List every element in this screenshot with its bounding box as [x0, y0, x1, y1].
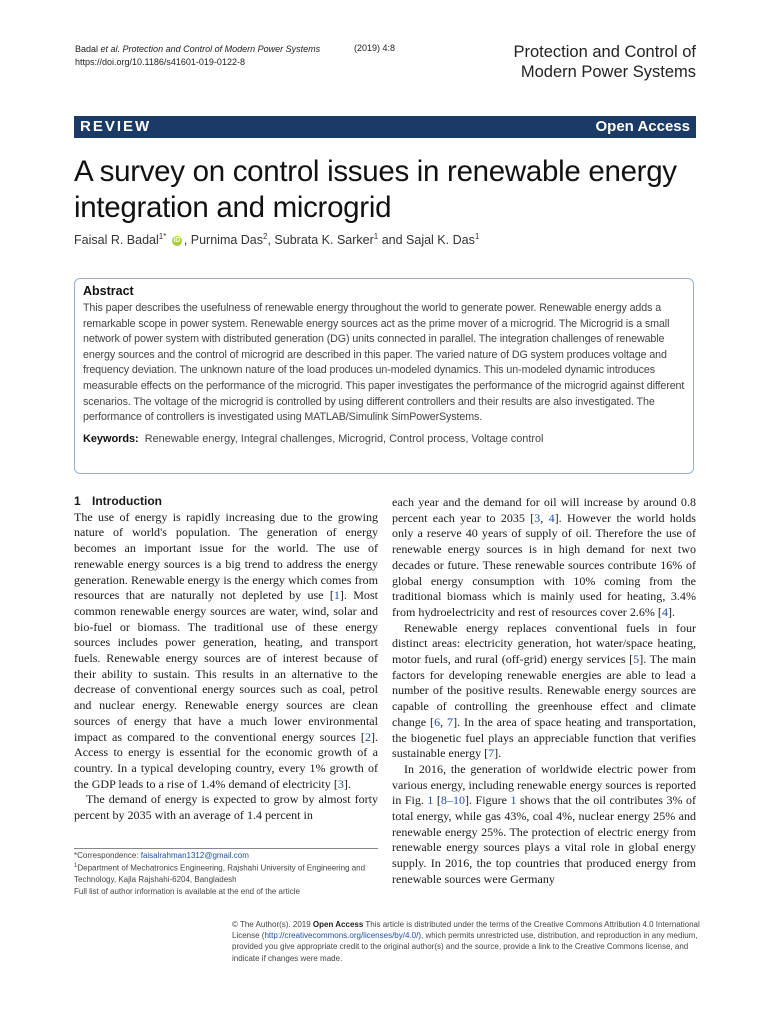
author-list — [74, 232, 479, 247]
author-info-note: Full list of author information is available at the end of the article — [74, 886, 300, 896]
section-number: 1 — [74, 494, 81, 508]
doi-link[interactable]: https://doi.org/10.1186/s41601-019-0122-8 — [75, 57, 245, 67]
correspondence: *Correspondence: faisalrahman1312@gmail.com — [74, 851, 249, 860]
abstract-text: This paper describes the usefulness of renewable energy throughout the world to generate power. Renewable energy adds a remarkable scope in power system. Renewable energy sources act as the prime mover of a microgrid. The Microgrid is a small network of power system with distributed generation (DG) units connected in parallel. The integration challenges of renewable energy sources and the control of microgrid are described in this paper. The varied nature of DG system produces voltage and frequency deviation. The unknown nature of the load produces un-modeled dynamics. This un-modeled dynamic introduces measurable effects on the performance of the microgrid. This paper investigates the performance of the microgrid against different scenarios. The voltage of the microgrid is controlled by using different controllers and their results are also investigated. The performance of controllers is investigated using MATLAB/Simulink SimPowerSystems. — [83, 302, 685, 424]
orcid-icon[interactable]: iD — [173, 236, 181, 244]
author-affiliation-mark: 1 — [373, 232, 379, 241]
abstract-heading: Abstract — [83, 284, 134, 298]
author-name[interactable]: and Sajal K. Das — [378, 233, 475, 248]
keywords-text: Renewable energy, Integral challenges, Microgrid, Control process, Voltage control — [144, 432, 544, 445]
author-name[interactable]: Faisal R. Badal — [74, 233, 159, 248]
citation-link[interactable]: 3 — [337, 776, 344, 791]
paragraph: In 2016, the generation of worldwide electric power from various energy, including renewable energy sources is reported in Fig. 1 [8–10]. Figure 1 shows that the oil contributes 3% of total energy, while gas 43%, coal 4%, nuclear energy 25% and renewable energy 25%. The protection of electric energy from renewable energy sources plays a vital role in global energy supply. In 2016, the top countries that produced energy from renewable sources were Germany — [392, 761, 697, 886]
citation-link[interactable]: 4 — [661, 604, 668, 619]
figure-link[interactable]: 1 — [427, 793, 434, 808]
citation-etal: et al. — [100, 44, 121, 54]
affiliation: $^1$Department of Mechatronics Engineering, Rajshahi University of Engineering and Technology, Kajla Rajshahi-6204, Bangladesh — [74, 863, 366, 885]
citation-authors: Badal — [75, 44, 101, 54]
footnotes — [74, 850, 378, 897]
figure-link[interactable]: 1 — [510, 793, 517, 808]
citation-journal: Protection and Control of Modern Power Systems — [120, 44, 321, 54]
citation-link[interactable]: 4 — [548, 510, 555, 525]
license-open-access: Open Access — [312, 920, 364, 929]
author-affiliation-mark: 1 — [474, 232, 480, 241]
keywords — [83, 433, 685, 445]
citation-link[interactable]: 7 — [488, 746, 495, 761]
open-access-label: Open Access — [595, 118, 690, 135]
article-type-label: REVIEW — [80, 118, 152, 135]
citation-link[interactable]: 6 — [434, 714, 441, 729]
body-column-right — [392, 495, 696, 888]
section-title: Introduction — [92, 494, 162, 508]
footnote-divider — [74, 848, 378, 849]
citation-link[interactable]: 2 — [364, 729, 371, 744]
paragraph: Renewable energy replaces conventional fuels in four distinct areas: electricity generation, hot water/space heating, motor fuels, and rural (off-grid) energy services [5]. The main factors for developing renewable energies are able to lead a number of the positive results. Renewable energy sources are capable of controlling the greenhouse effect and climate change [6, 7]. In the area of space heating and transportation, the biogenetic fuel plays an appreciable function that verifies sustainable energy [7]. — [392, 620, 697, 761]
license-statement: © The Author(s). 2019 Open Access This article is distributed under the terms of the Creative Commons Attribution 4.0 International License (http://creativecommons.org/licenses/by/4.0/), which permits unrestricted use, distribution, and reproduction in any medium, provided you give appropriate credit to the original author(s) and the source, provide a link to the Creative Commons license, and indicate if changes were made. — [232, 920, 700, 963]
journal-name — [513, 42, 696, 82]
citation-link[interactable]: 8–10 — [440, 793, 466, 808]
citation-link[interactable]: 5 — [633, 652, 640, 667]
running-header-citation — [75, 43, 320, 69]
author-name[interactable]: , Purnima Das — [183, 233, 264, 248]
correspondence-email-link[interactable]: faisalrahman1312@gmail.com — [140, 851, 249, 860]
citation-link[interactable]: 7 — [447, 714, 454, 729]
paragraph: The use of energy is rapidly increasing due to the growing nature of world's population. The generation of energy becomes an important issue for the world. The use of renewable energy sources is a big trend to address the energy generation. Renewable energy is the energy which comes from resources that are naturally not depleted by use [1]. Most common renewable energy sources are water, wind, solar and bio-fuel or biomass. The traditional use of these energy sources includes power generation, heating, and transport fuels. Renewable energy sources are of interest because of their ability to sustain. This results in an alternative to the decrease of conventional energy sources such as coal, petrol and nuclear energy. Renewable energy sources are clean sources of energy that have a much lower environmental impact as compared to the conventional energy sources [2]. Access to energy is essential for the economic growth of a country. In a typical developing country, every 1% growth of the GDP leads to a rise of 1.4% demand of electricity [3]. — [74, 509, 378, 791]
license-url-link[interactable]: http://creativecommons.org/licenses/by/4.0/ — [264, 931, 419, 941]
section-heading — [74, 494, 378, 510]
citation-line — [75, 43, 320, 56]
body-column-left — [74, 494, 378, 824]
article-title: A survey on control issues in renewable energy integration and microgrid — [74, 155, 677, 224]
author-affiliation-mark: 2 — [263, 232, 268, 241]
author-name[interactable]: , Subrata K. Sarker — [267, 233, 374, 248]
paragraph: each year and the demand for oil will increase by around 0.8 percent each year to 2035 [3, 4]. However the world holds only a reserve 40 years of supply of oil. Therefore the use of renewable energy sources is in high demand for next two decades or future. These renewable sources contribute 16% of global energy consumption with 10% coming from the traditional biomass which is mainly used for heating, 3.4% from hydroelectricity and rest of resources cover 2.6% [4]. — [392, 495, 696, 619]
article-type-banner — [74, 116, 696, 138]
citation-link[interactable]: 1 — [333, 588, 340, 603]
journal-name-line2: Modern Power Systems — [520, 63, 696, 81]
year-issue: (2019) 4:8 — [354, 43, 396, 53]
citation-link[interactable]: 3 — [534, 510, 541, 525]
keywords-label: Keywords: — [83, 432, 139, 445]
abstract-box — [74, 278, 694, 474]
paragraph: The demand of energy is expected to grow by almost forty percent by 2035 with an average of 1.4 percent in — [74, 792, 378, 823]
journal-name-line1: Protection and Control of — [513, 43, 696, 61]
author-affiliation-mark: 1* — [158, 232, 167, 241]
